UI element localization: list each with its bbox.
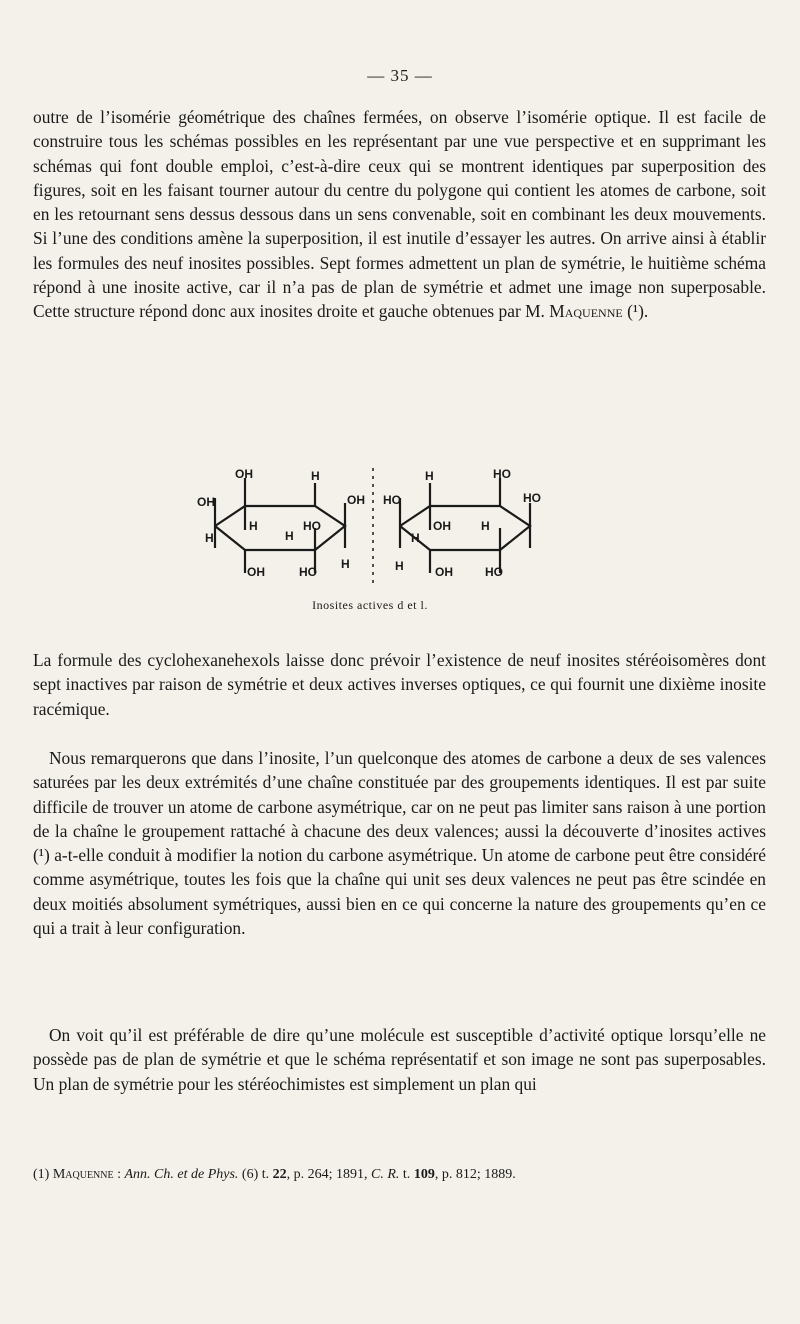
label: HO bbox=[493, 467, 511, 481]
label: OH bbox=[435, 565, 453, 579]
label: OH bbox=[197, 495, 215, 509]
label: H bbox=[249, 519, 258, 533]
footnote-volume: 22 bbox=[272, 1167, 287, 1182]
footnote-author: Maquenne bbox=[52, 1167, 114, 1182]
inositol-figure bbox=[185, 458, 560, 593]
label: OH bbox=[247, 565, 265, 579]
label: HO bbox=[485, 565, 503, 579]
footnote-pages-2: , p. 812; 1889. bbox=[434, 1167, 516, 1182]
footnote-series: (6) t. bbox=[238, 1167, 273, 1182]
label: OH bbox=[347, 493, 365, 507]
paragraph-2: La formule des cyclohexanehexols laisse donc prévoir l’existence de neuf inosites stéréoisomères dont sept inactives par raison de symétrie et deux actives inverses optiques, ce qui fournit une dixième inosite racémique. bbox=[33, 650, 766, 719]
label: H bbox=[205, 531, 214, 545]
footnote-marker: (1) bbox=[33, 1167, 50, 1182]
left-ring bbox=[215, 506, 345, 550]
footnote-ref: (¹). bbox=[622, 301, 649, 322]
paragraph-4: On voit qu’il est préférable de dire qu’une molécule est susceptible d’activité optique lorsqu’elle ne possède pas de plan de symétrie et que le schéma représentatif et son image ne sont pas superposables. Un plan de symétrie pour les stéréochimistes est simplement un plan qui bbox=[33, 1025, 766, 1094]
footnote-journal: Ann. Ch. et de Phys. bbox=[124, 1167, 239, 1182]
footnote-volume-2: 109 bbox=[413, 1167, 435, 1182]
label: H bbox=[395, 559, 404, 573]
footnote bbox=[33, 1166, 766, 1184]
label: H bbox=[311, 469, 320, 483]
label: H bbox=[481, 519, 490, 533]
label: OH bbox=[433, 519, 451, 533]
label: H bbox=[285, 529, 294, 543]
label: OH bbox=[235, 467, 253, 481]
footnote-journal-2: C. R. bbox=[371, 1167, 400, 1182]
label: HO bbox=[523, 491, 541, 505]
author-name: Maquenne bbox=[549, 301, 623, 322]
label: H bbox=[341, 557, 350, 571]
label: HO bbox=[299, 565, 317, 579]
label: H bbox=[411, 531, 420, 545]
figure-caption: Inosites actives d et l. bbox=[312, 598, 428, 612]
footnote-pages: , p. 264; 1891, bbox=[286, 1167, 372, 1182]
inositol-structures bbox=[185, 458, 560, 593]
label: HO bbox=[303, 519, 321, 533]
paragraph-3: Nous remarquerons que dans l’inosite, l’un quelconque des atomes de carbone a deux de ses valences saturées par les deux extrémités d’une chaîne constituée par des groupements identiques. Il est par suite difficile de trouver un atome de carbone asymétrique, car on ne peut pas limiter sans raison à une portion de la chaîne le groupement rattaché à chacune des deux valences; aussi la découverte d’inosites actives (¹) a-t-elle conduit à modifier la notion du carbone asymétrique. Un atome de carbone peut être considéré comme asymétrique, toutes les fois que la chaîne qui unit ses deux valences ne peut pas être scindée en deux moitiés absolument symétriques, aussi bien en ce qui concerne la nature des groupements qu’en ce qui a trait à leur configuration. bbox=[33, 748, 766, 939]
paragraph-1-text: outre de l’isomérie géométrique des chaînes fermées, on observe l’isomérie optique. Il est facile de construire tous les schémas possibles en les représentant par une vue perspective et en supprimant les schémas qui font double emploi, c’est-à-dire ceux qui se montrent identiques par superposition des figures, soit en les faisant tourner autour du centre du polygone qui contient les atomes de carbone, soit en les retournant sens dessus dessous dans un sens convenable, soit en combinant les deux mouvements. Si l’une des conditions amène la superposition, il est inutile d’essayer les autres. On arrive ainsi à établir les formules des neuf inosites possibles. Sept formes admettent un plan de symétrie, le huitième schéma répond à une inosite active, car il n’a pas de plan de symétrie et admet une image non superposable. Cette structure répond donc aux inosites droite et gauche obtenues par M. bbox=[33, 107, 766, 322]
footnote-separator: : bbox=[113, 1167, 125, 1182]
footnote-tome: t. bbox=[399, 1167, 414, 1182]
label: H bbox=[425, 469, 434, 483]
page-number: — 35 — bbox=[367, 66, 433, 85]
paragraph-1 bbox=[33, 105, 766, 324]
label: HO bbox=[383, 493, 401, 507]
